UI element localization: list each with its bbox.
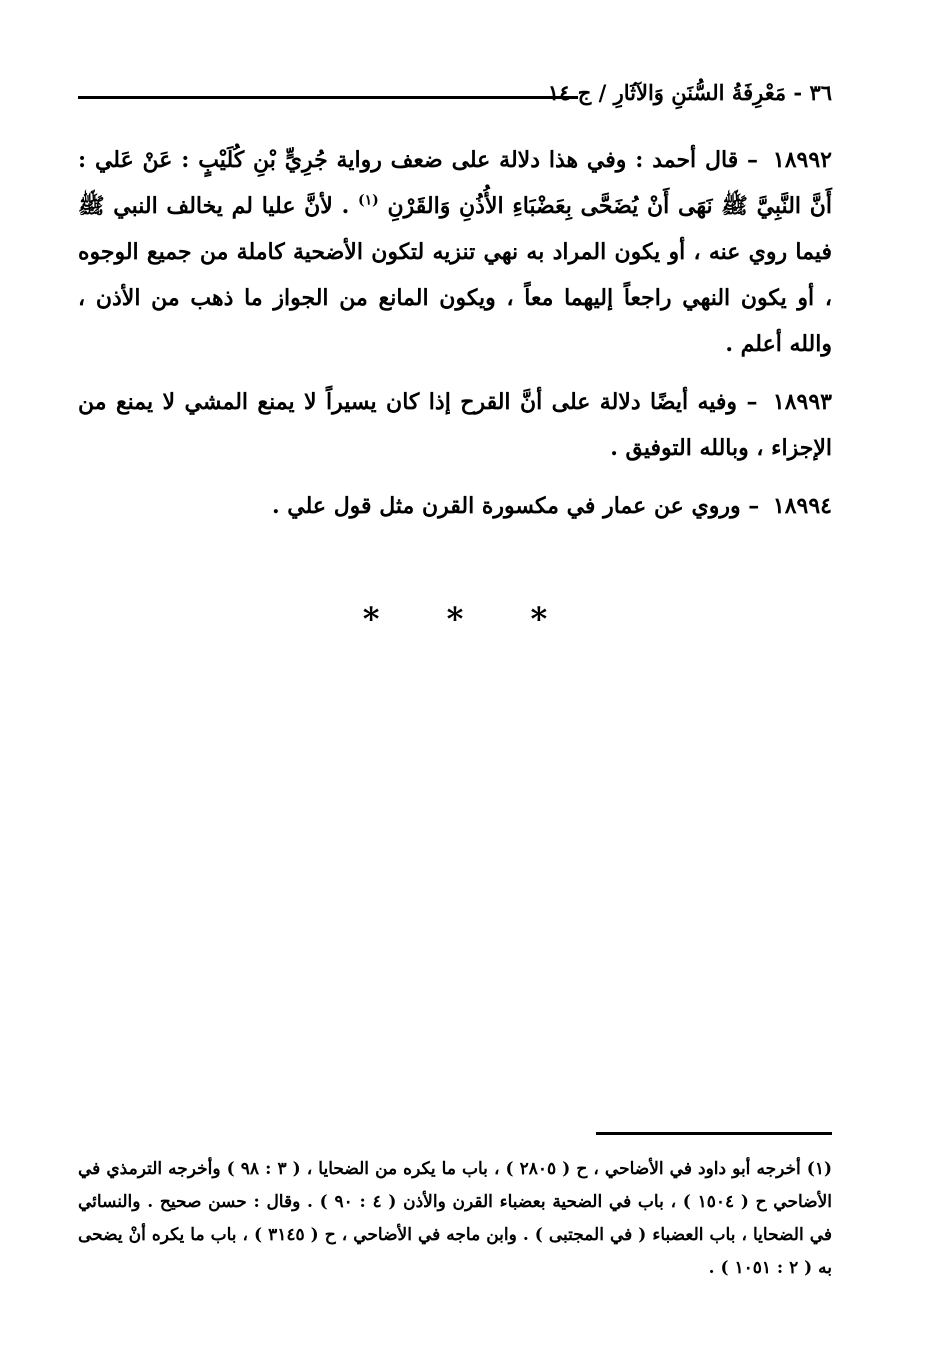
separator-star: *	[530, 600, 548, 638]
paragraph-18993	[78, 379, 832, 471]
header-rule	[78, 96, 578, 99]
footnotes	[78, 1153, 832, 1285]
running-head: ٣٦ - مَعْرِفَةُ السُّنَنِ وَالآثَارِ / ج ١٤	[547, 80, 832, 105]
footnote-rule	[596, 1132, 832, 1135]
separator-star: *	[446, 600, 464, 638]
section-separator	[78, 600, 832, 638]
footnote-1: (١) أخرجه أبو داود في الأضاحي ، ح ( ٢٨٠٥ ) ، باب ما يكره من الضحايا ، ( ٣ : ٩٨ ) وأخرجه الترمذي في الأضاحي ح ( ١٥٠٤ ) ، باب في الضحية بعضباء القرن والأذن ( ٤ : ٩٠ ) . وقال : حسن صحيح . والنسائي في الضحايا ، باب العضباء ( في المجتبى ) . وابن ماجه في الأضاحي ، ح ( ٣١٤٥ ) ، باب ما يكره أنْ يضحى به ( ٢ : ١٠٥١ ) .	[78, 1159, 833, 1278]
paragraph-18992	[78, 137, 832, 367]
footnote-reference: (١)	[357, 192, 379, 209]
separator-star: *	[362, 600, 380, 638]
paragraph-text: – وفيه أيضًا دلالة على أنَّ القرح إذا كان يسيراً لا يمنع المشي لا يمنع من الإجزاء ، وبالله التوفيق .	[78, 389, 832, 461]
paragraph-18994	[78, 483, 832, 529]
main-text	[78, 137, 832, 541]
paragraph-number: ١٨٩٩٤	[772, 493, 832, 519]
paragraph-number: ١٨٩٩٣	[772, 389, 832, 415]
paragraph-text: – قال أحمد : وفي هذا دلالة على ضعف رواية جُرِيٍّ بْنِ كُلَيْبٍ : عَنْ عَلي : أَنَّ النَّبِيَّ ﷺ نَهَى أَنْ يُضَحَّى بِعَضْبَاءِ الأُذُنِ وَالقَرْنِ	[78, 147, 832, 219]
paragraph-text: – وروي عن عمار في مكسورة القرن مثل قول علي .	[271, 493, 760, 519]
paragraph-number: ١٨٩٩٢	[772, 147, 832, 173]
page	[78, 0, 832, 1372]
paragraph-text: . لأنَّ عليا لم يخالف النبي ﷺ فيما روي عنه ، أو يكون المراد به نهي تنزيه لتكون الأضحية كاملة من جميع الوجوه ، أو يكون النهي راجعاً إليهما معاً ، ويكون المانع من الجواز ما ذهب من الأذن ، والله أعلم .	[78, 193, 832, 357]
